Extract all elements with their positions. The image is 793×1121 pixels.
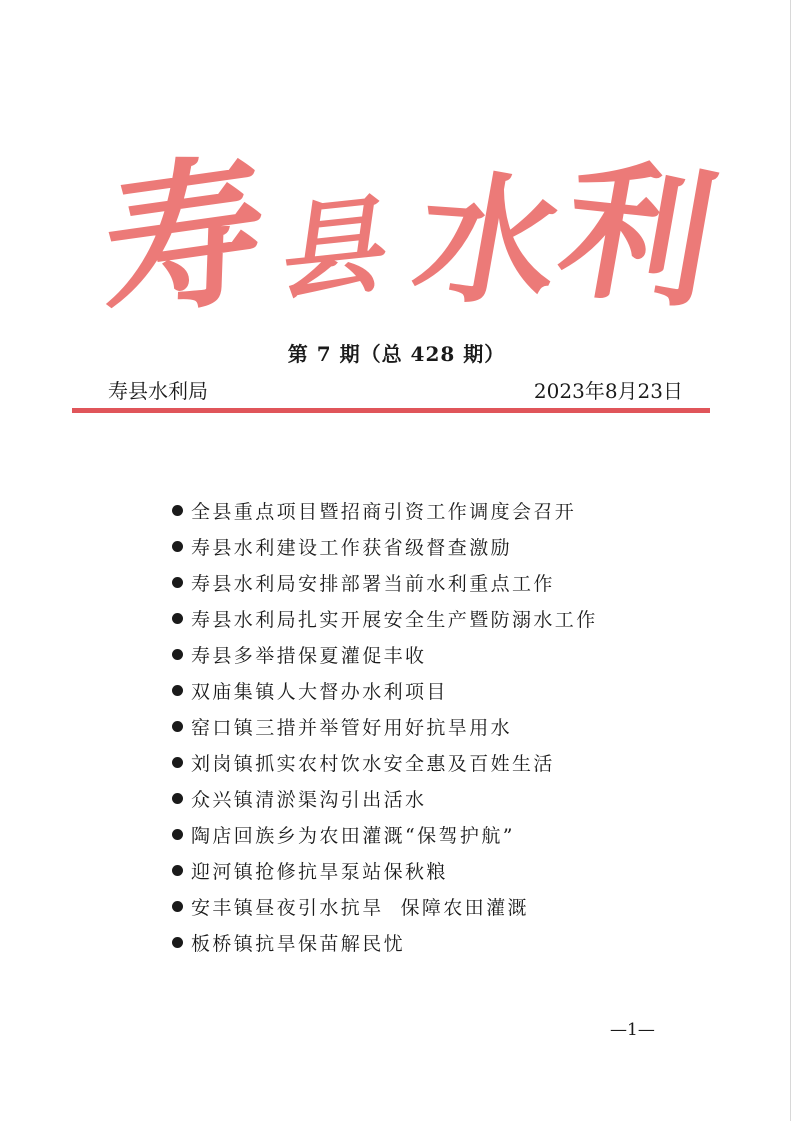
toc-item-title: 陶店回族乡为农田灌溉“保驾护航” (191, 824, 515, 847)
toc-item-title: 寿县多举措保夏灌促丰收 (191, 644, 427, 667)
toc-item-title: 迎河镇抢修抗旱泵站保秋粮 (191, 860, 448, 883)
bullet-icon (172, 937, 183, 948)
toc-item-title: 众兴镇清淤渠沟引出活水 (191, 788, 427, 811)
bullet-icon (172, 829, 183, 840)
toc-item (172, 564, 598, 600)
toc-item (172, 492, 598, 528)
header-divider (72, 408, 710, 413)
page-edge (790, 0, 791, 1121)
bullet-icon (172, 577, 183, 588)
masthead-char-2: 县 (275, 179, 398, 317)
toc-item (172, 672, 598, 708)
toc-item (172, 600, 598, 636)
toc-item (172, 744, 598, 780)
bullet-icon (172, 505, 183, 516)
toc-item-title: 安丰镇昼夜引水抗旱 保障农田灌溉 (191, 896, 529, 919)
bullet-icon (172, 721, 183, 732)
toc-item-title: 寿县水利局安排部署当前水利重点工作 (191, 572, 555, 595)
masthead-char-1: 寿 (101, 131, 268, 345)
toc-item (172, 888, 598, 924)
publisher: 寿县水利局 (108, 379, 208, 403)
toc-item (172, 708, 598, 744)
toc-item (172, 924, 598, 960)
table-of-contents (172, 492, 598, 960)
toc-item-title: 寿县水利局扎实开展安全生产暨防溺水工作 (191, 608, 598, 631)
page-number: —1— (610, 1020, 655, 1040)
toc-item (172, 852, 598, 888)
bullet-icon (172, 901, 183, 912)
bullet-icon (172, 685, 183, 696)
bullet-icon (172, 649, 183, 660)
toc-item (172, 780, 598, 816)
toc-item-title: 寿县水利建设工作获省级督查激励 (191, 536, 513, 559)
toc-item-title: 板桥镇抗旱保苗解民忧 (191, 932, 406, 955)
toc-item (172, 528, 598, 564)
bullet-icon (172, 541, 183, 552)
masthead-title (95, 70, 728, 345)
toc-item (172, 816, 598, 852)
masthead-char-3: 水 (403, 155, 573, 328)
issue-number: 第 7 期（总 428 期） (287, 342, 506, 366)
bullet-icon (172, 757, 183, 768)
toc-item-title: 双庙集镇人大督办水利项目 (191, 680, 448, 703)
masthead-char-4: 利 (547, 141, 728, 331)
toc-item-title: 全县重点项目暨招商引资工作调度会召开 (191, 500, 577, 523)
bullet-icon (172, 613, 183, 624)
bullet-icon (172, 865, 183, 876)
bullet-icon (172, 793, 183, 804)
publish-date: 2023年8月23日 (533, 379, 683, 403)
toc-item (172, 636, 598, 672)
toc-item-title: 刘岗镇抓实农村饮水安全惠及百姓生活 (191, 752, 555, 775)
toc-item-title: 窑口镇三措并举管好用好抗旱用水 (191, 716, 513, 739)
